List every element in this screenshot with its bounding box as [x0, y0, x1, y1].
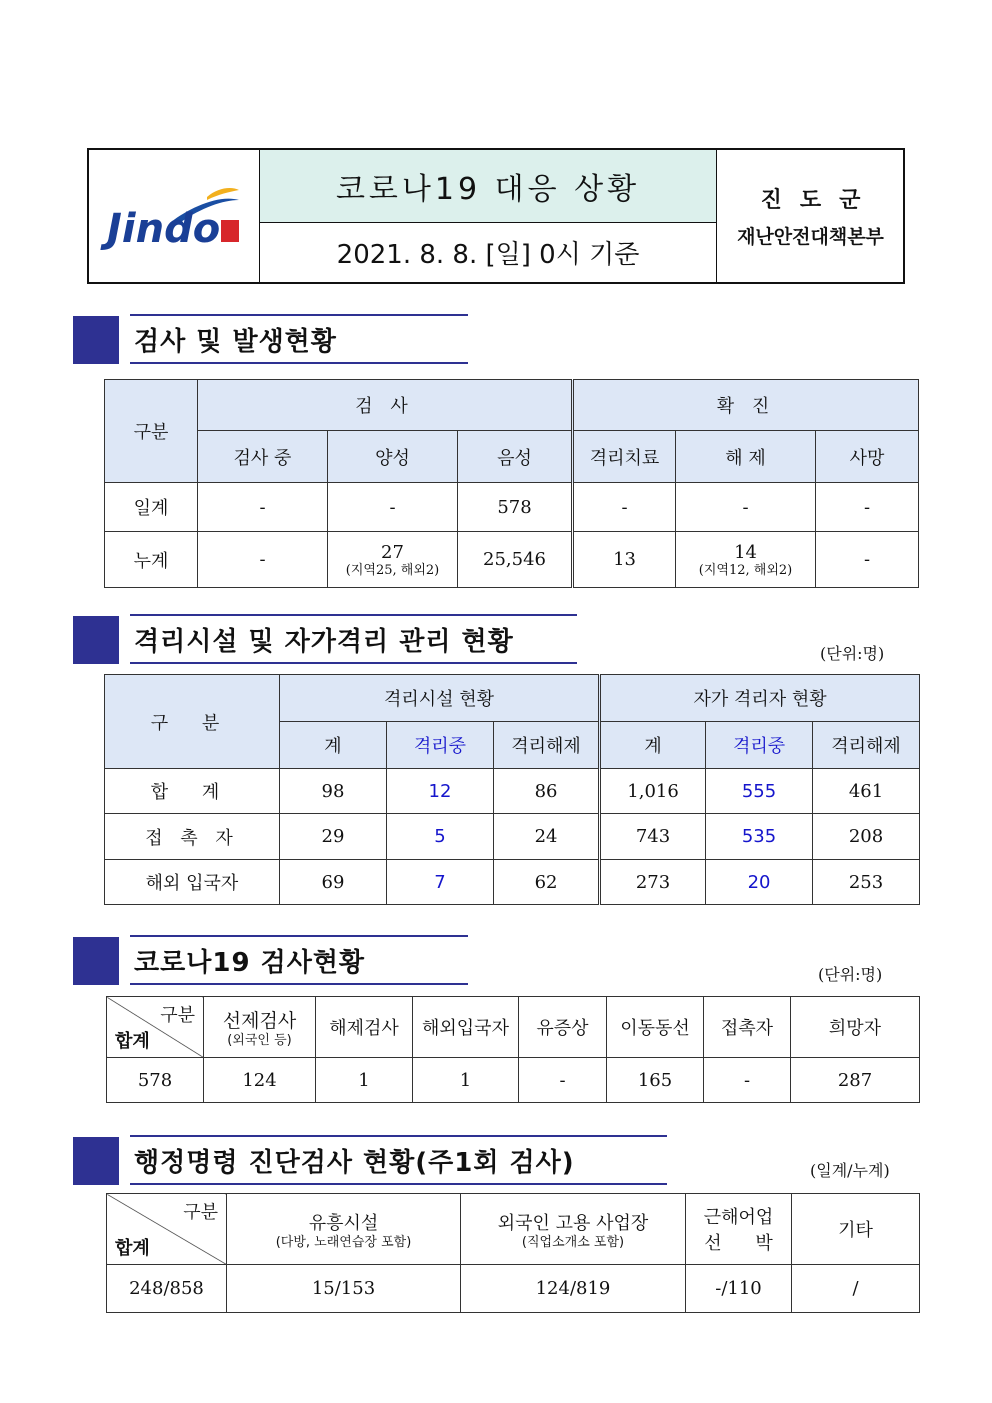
cell: 287 — [791, 1058, 920, 1103]
cell: 165 — [607, 1058, 704, 1103]
cell: -/110 — [686, 1265, 792, 1313]
col-preemptive — [204, 997, 316, 1058]
diag-bottom-label: 합계 — [115, 1031, 150, 1052]
org-department: 재난안전대책본부 — [737, 226, 884, 248]
section4-marker — [73, 1137, 119, 1185]
section3-marker — [73, 937, 119, 985]
cell: 29 — [280, 814, 387, 860]
col-release-test: 해제검사 — [316, 997, 413, 1058]
org-name: 진도군 — [760, 187, 879, 213]
col-isolation: 격리치료 — [573, 431, 676, 483]
cell: - — [328, 483, 458, 532]
cell: 208 — [813, 814, 920, 860]
row-label: 일계 — [105, 483, 198, 532]
jindo-logo — [89, 150, 259, 282]
cell: 15/153 — [227, 1265, 461, 1313]
section4-unit: (일계/누계) — [810, 1161, 890, 1180]
diagonal-header-cell — [107, 997, 204, 1058]
cell-positive-cumulative — [328, 532, 458, 588]
col-overseas: 해외입국자 — [413, 997, 519, 1058]
col-total: 계 — [280, 722, 387, 769]
cell-value: 27 — [381, 541, 404, 563]
col-symptomatic: 유증상 — [519, 997, 607, 1058]
col-movement: 이동동선 — [607, 997, 704, 1058]
cell: - — [816, 483, 919, 532]
group-confirm: 확 진 — [573, 380, 919, 431]
cell: 555 — [706, 769, 813, 814]
cell: - — [198, 483, 328, 532]
col-negative: 음성 — [458, 431, 573, 483]
cell: - — [676, 483, 816, 532]
col-note: (직업소개소 포함) — [521, 1234, 625, 1250]
cell: 273 — [600, 860, 706, 905]
col-note: (외국인 등) — [227, 1033, 292, 1048]
cell: 253 — [813, 860, 920, 905]
cell: - — [573, 483, 676, 532]
col-positive: 양성 — [328, 431, 458, 483]
cell: - — [704, 1058, 791, 1103]
cell-note: (지역25, 해외2) — [345, 562, 440, 578]
cell: 25,546 — [458, 532, 573, 588]
col-label: 외국인 고용 사업장 — [497, 1212, 649, 1234]
cell: 1 — [413, 1058, 519, 1103]
logo-text: Jindo — [107, 206, 221, 252]
cell: 5 — [387, 814, 494, 860]
cell: - — [198, 532, 328, 588]
col-voluntary: 희망자 — [791, 997, 920, 1058]
cell: 7 — [387, 860, 494, 905]
cell: 124/819 — [461, 1265, 686, 1313]
cell: 86 — [494, 769, 600, 814]
col-foreign-workplace — [461, 1194, 686, 1265]
group-facility: 격리시설 현황 — [280, 675, 600, 722]
cell: 20 — [706, 860, 813, 905]
cell: 69 — [280, 860, 387, 905]
col-released: 격리해제 — [494, 722, 600, 769]
logo-cell — [89, 150, 260, 282]
col-entertainment — [227, 1194, 461, 1265]
cell: 461 — [813, 769, 920, 814]
section1-marker — [73, 316, 119, 364]
row-label: 합 계 — [105, 769, 280, 814]
cell: - — [519, 1058, 607, 1103]
col-label: 선제검사 — [222, 1010, 297, 1032]
col-label: 근해어업 — [703, 1207, 774, 1228]
col-fishing-vessel — [686, 1194, 792, 1265]
col-contact: 접촉자 — [704, 997, 791, 1058]
col-release: 해 제 — [676, 431, 816, 483]
cell-value: 14 — [734, 541, 757, 563]
group-self: 자가 격리자 현황 — [600, 675, 920, 722]
diag-top-label: 구분 — [160, 1005, 195, 1026]
cell: 1,016 — [600, 769, 706, 814]
cell-release-cumulative — [676, 532, 816, 588]
header-box — [87, 148, 905, 284]
page-title: 코로나19 대응 상황 — [260, 150, 716, 223]
cell: - — [816, 532, 919, 588]
col-isolating: 격리중 — [387, 722, 494, 769]
row-label: 해외 입국자 — [105, 860, 280, 905]
col-released: 격리해제 — [813, 722, 920, 769]
cell-total: 578 — [107, 1058, 204, 1103]
row-header: 구 분 — [105, 675, 280, 769]
cell-note: (지역12, 해외2) — [698, 562, 793, 578]
diagonal-header-cell — [107, 1194, 227, 1265]
cell: 578 — [458, 483, 573, 532]
diag-top-label: 구분 — [183, 1202, 218, 1223]
section2-marker — [73, 616, 119, 664]
row-label: 접 촉 자 — [105, 814, 280, 860]
test-status-table — [106, 996, 920, 1103]
cell: 12 — [387, 769, 494, 814]
cell: 124 — [204, 1058, 316, 1103]
section4-title: 행정명령 진단검사 현황(주1회 검사) — [130, 1135, 667, 1185]
test-occurrence-table — [104, 379, 919, 588]
section2-unit: (단위:명) — [820, 644, 885, 663]
section3-title: 코로나19 검사현황 — [130, 935, 468, 985]
col-isolating: 격리중 — [706, 722, 813, 769]
row-header: 구분 — [105, 380, 198, 483]
report-date: 2021. 8. 8. [일] 0시 기준 — [336, 240, 640, 270]
col-total: 계 — [600, 722, 706, 769]
cell: 535 — [706, 814, 813, 860]
cell-total: 248/858 — [107, 1265, 227, 1313]
cell: 743 — [600, 814, 706, 860]
col-label: 선 박 — [704, 1233, 787, 1254]
col-note: (다방, 노래연습장 포함) — [275, 1234, 412, 1250]
col-death: 사망 — [816, 431, 919, 483]
cell: 1 — [316, 1058, 413, 1103]
cell: 98 — [280, 769, 387, 814]
cell: 62 — [494, 860, 600, 905]
cell: / — [792, 1265, 920, 1313]
col-label: 유흥시설 — [308, 1212, 379, 1234]
col-testing: 검사 중 — [198, 431, 328, 483]
admin-order-table — [106, 1193, 920, 1313]
diag-bottom-label: 합계 — [115, 1238, 150, 1259]
group-test: 검 사 — [198, 380, 573, 431]
isolation-table — [104, 674, 920, 905]
section2-title: 격리시설 및 자가격리 관리 현황 — [130, 614, 577, 664]
row-label: 누계 — [105, 532, 198, 588]
col-other: 기타 — [792, 1194, 920, 1265]
cell: 13 — [573, 532, 676, 588]
section3-unit: (단위:명) — [818, 965, 883, 984]
section1-title: 검사 및 발생현황 — [130, 314, 468, 364]
cell: 24 — [494, 814, 600, 860]
org-cell — [716, 150, 904, 282]
